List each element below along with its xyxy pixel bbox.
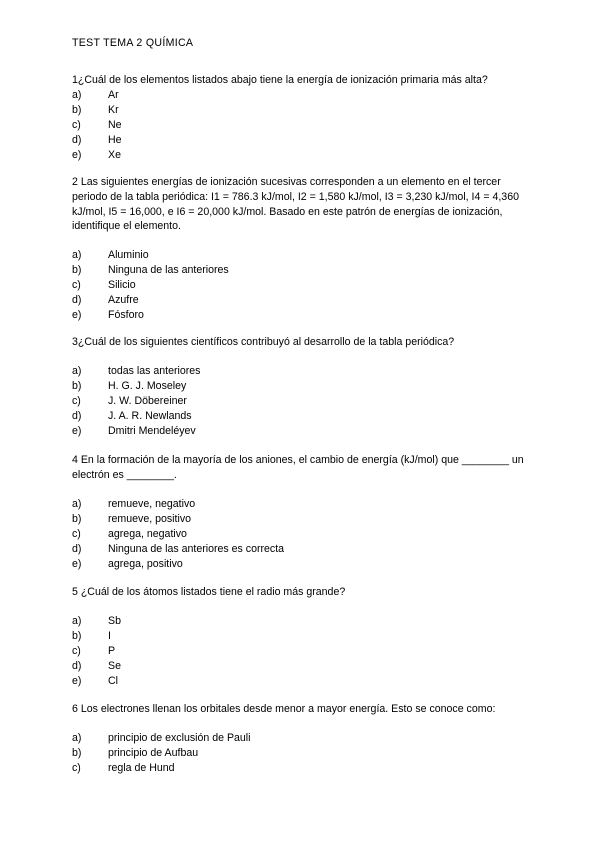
question-6 [72,702,530,774]
question-4 [72,453,530,570]
question-1 [72,73,530,161]
option-text: Cl [108,675,119,687]
question-5 [72,585,530,687]
option-text: He [108,134,122,146]
option-text: agrega, positivo [108,558,183,570]
option-letter: a) [72,498,82,510]
option-letter: a) [72,249,82,261]
option-letter: b) [72,380,82,392]
option-text: Ninguna de las anteriores [108,264,229,276]
option-text: Sb [108,615,121,627]
option-letter: d) [72,543,82,555]
option-text: P [108,645,116,657]
option-text: Aluminio [108,249,149,261]
option-text: Dmitri Mendeléyev [108,425,196,437]
option-letter: c) [72,762,81,774]
option-letter: d) [72,134,82,146]
option-letter: b) [72,264,82,276]
option-letter: e) [72,425,82,437]
option-text: J. A. R. Newlands [108,410,192,422]
option-letter: d) [72,294,82,306]
option-letter: a) [72,89,82,101]
option-text: Ninguna de las anteriores es correcta [108,543,285,555]
option-letter: d) [72,660,82,672]
option-text: Ar [108,89,119,101]
option-letter: e) [72,149,82,161]
question-2 [72,175,530,321]
option-text: J. W. Döbereiner [108,395,187,407]
option-text: Xe [108,149,121,161]
option-letter: e) [72,309,82,321]
option-text: H. G. J. Moseley [108,380,187,392]
option-letter: c) [72,645,81,657]
option-text: todas las anteriores [108,365,201,377]
document-title: TEST TEMA 2 QUÍMICA [72,37,194,49]
option-text: Ne [108,119,122,131]
option-text: Azufre [108,294,139,306]
question-3 [72,335,530,437]
option-text: I [108,630,111,642]
option-letter: c) [72,119,81,131]
option-text: Silicio [108,279,136,291]
option-letter: d) [72,410,82,422]
option-text: agrega, negativo [108,528,187,540]
option-text: Kr [108,104,119,116]
question-4-text: 4 En la formación de la mayoría de los aniones, el cambio de energía (kJ/mol) que ________ un electrón es ________. [72,454,524,481]
question-2-text: 2 Las siguientes energías de ionización sucesivas corresponden a un elemento en el tercer periodo de la tabla periódica: I1 = 786.3 kJ/mol, I2 = 1,580 kJ/mol, I3 = 3,230 kJ/mol, I4 = 4,360 kJ/mol, I5 = 16,000, e I6 = 20,000 kJ/mol. Basado en este patrón de energías de ionización, identifique el elemento. [72,176,519,233]
option-text: remueve, positivo [108,513,192,525]
option-letter: a) [72,732,82,744]
option-letter: b) [72,630,82,642]
option-letter: c) [72,279,81,291]
option-letter: a) [72,365,82,377]
option-letter: b) [72,104,82,116]
option-text: principio de exclusión de Pauli [108,732,251,744]
option-text: regla de Hund [108,762,175,774]
option-text: principio de Aufbau [108,747,199,759]
option-letter: b) [72,513,82,525]
option-letter: e) [72,675,82,687]
option-text: Se [108,660,121,672]
option-text: Fósforo [108,309,144,321]
option-letter: c) [72,395,81,407]
option-letter: a) [72,615,82,627]
question-5-text: 5 ¿Cuál de los átomos listados tiene el radio más grande? [72,586,346,598]
option-letter: c) [72,528,81,540]
question-3-text: 3¿Cuál de los siguientes científicos contribuyó al desarrollo de la tabla periódica? [72,336,455,348]
question-1-text: 1¿Cuál de los elementos listados abajo tiene la energía de ionización primaria más alta? [72,74,488,86]
option-letter: b) [72,747,82,759]
question-6-text: 6 Los electrones llenan los orbitales desde menor a mayor energía. Esto se conoce como: [72,703,496,715]
option-letter: e) [72,558,82,570]
option-text: remueve, negativo [108,498,196,510]
